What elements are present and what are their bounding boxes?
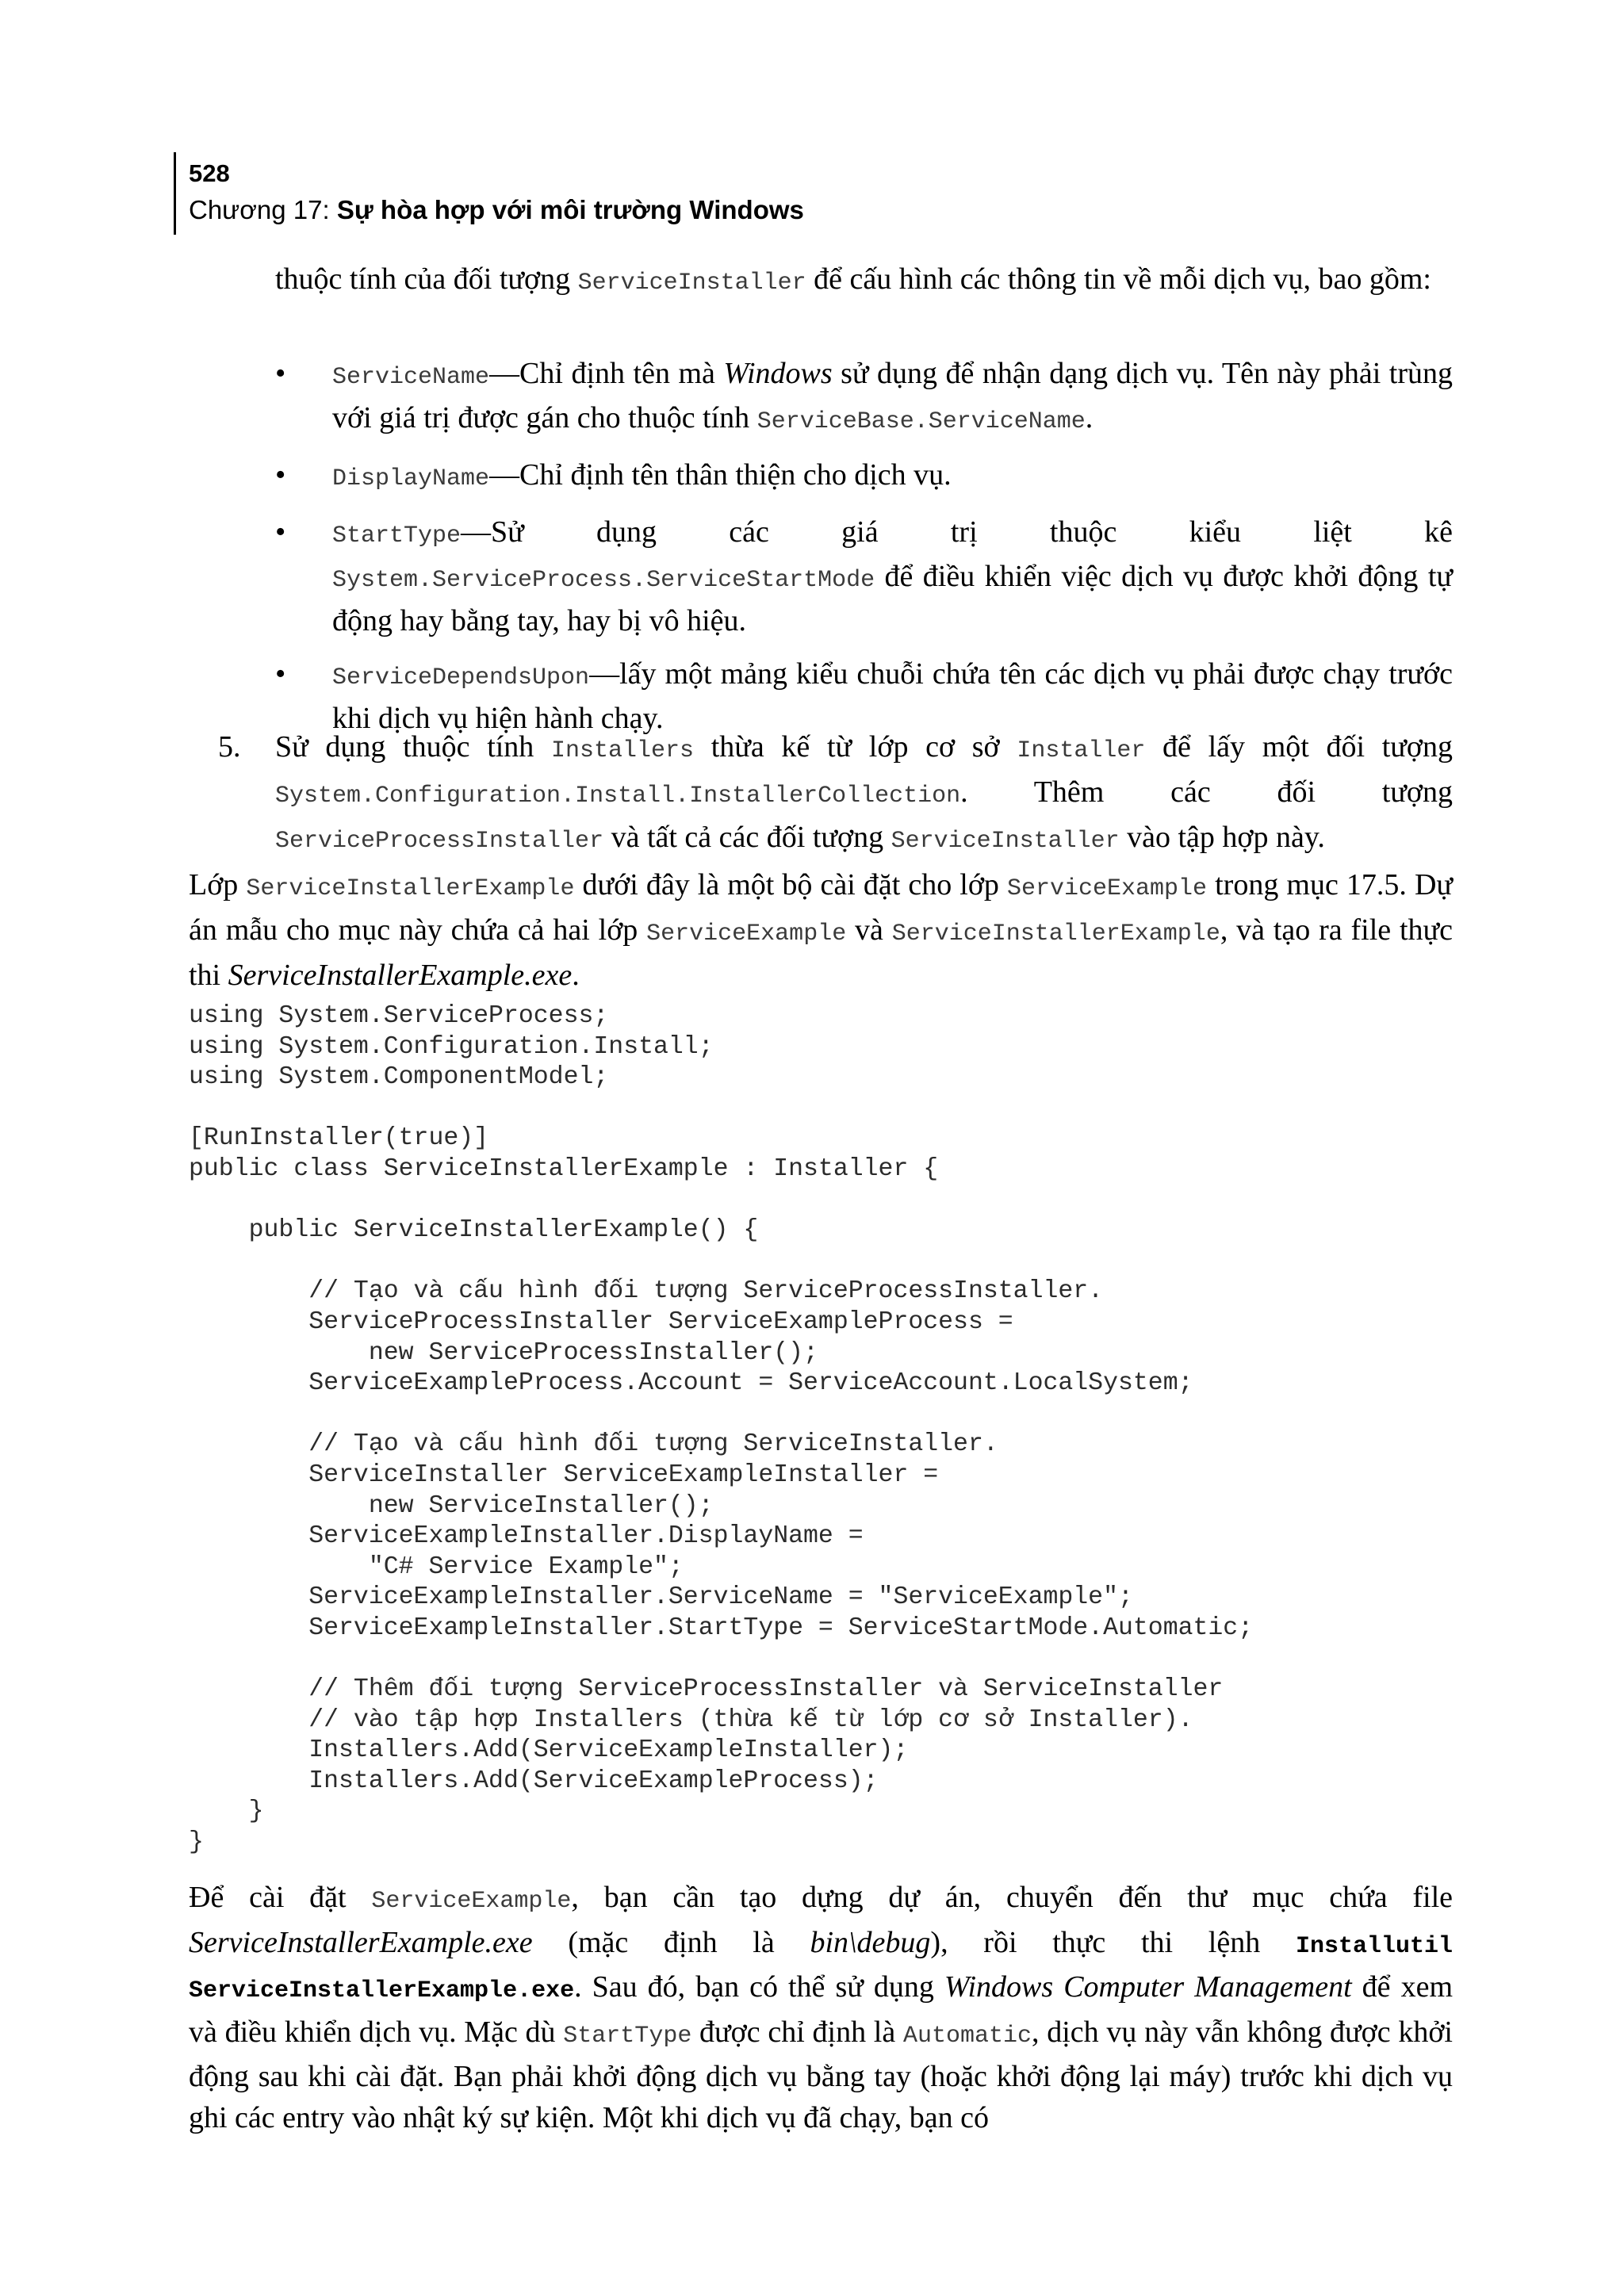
chapter-prefix: Chương 17: <box>189 195 337 224</box>
text: , bạn cần tạo dựng dự án, chuyển đến thư mục chứa file <box>571 1881 1453 1914</box>
text: (mặc định là <box>532 1925 810 1959</box>
text: để lấy một đối tượng <box>1145 730 1453 764</box>
text: —Chỉ định tên thân thiện cho dịch vụ. <box>489 458 952 492</box>
text: dưới đây là một bộ cài đặt cho lớp <box>574 868 1007 902</box>
text: vào tập hợp này. <box>1119 821 1325 854</box>
code-inline: ServiceInstaller <box>891 828 1120 855</box>
code-inline: DisplayName <box>332 465 490 492</box>
step-number: 5. <box>218 730 241 764</box>
page-number: 528 <box>189 159 230 187</box>
header-rule <box>174 152 176 235</box>
code-inline: Automatic <box>902 2022 1032 2050</box>
code-inline: ServiceName <box>332 364 490 391</box>
text: thừa kế từ lớp cơ sở <box>694 730 1017 764</box>
text: . Thêm các đối tượng <box>960 775 1453 809</box>
emphasis: bin\debug <box>810 1925 931 1959</box>
body-paragraph <box>189 1878 1453 2138</box>
text: ), rồi thực thi lệnh <box>930 1925 1296 1959</box>
code-inline: ServiceInstaller <box>577 270 806 297</box>
emphasis: Windows Computer Management <box>944 1970 1352 2004</box>
text: và <box>846 913 892 947</box>
text: Lớp <box>189 868 247 902</box>
emphasis: ServiceInstallerExample.exe <box>189 1925 533 1959</box>
code-inline: Installer <box>1017 737 1146 764</box>
code-inline: ServiceBase.ServiceName <box>756 408 1086 435</box>
text: , và tạo ra file thực thi <box>189 913 1453 992</box>
code-inline: Installers <box>551 737 695 764</box>
bullet-icon: • <box>275 458 286 492</box>
list-item <box>275 512 1453 641</box>
text: được chỉ định là <box>691 2015 903 2049</box>
text: sử dụng để nhận dạng dịch vụ. Tên này phải trùng với giá trị được gán cho thuộc tính <box>332 357 1453 434</box>
code-inline: ServiceInstallerExample <box>246 875 575 902</box>
code-inline: ServiceExample <box>646 921 847 947</box>
step-text <box>275 726 1453 862</box>
text: . <box>1085 401 1094 434</box>
text: Để cài đặt <box>189 1881 372 1914</box>
code-bold: Installutil ServiceInstallerExample.exe <box>189 1932 1453 2004</box>
intro-paragraph <box>275 258 1453 304</box>
text: để điều khiển việc dịch vụ được khởi động tự động hay bằng tay, hay bị vô hiệu. <box>332 560 1453 637</box>
list-item <box>275 455 1453 500</box>
numbered-step <box>218 726 1453 862</box>
code-inline: System.Configuration.Install.InstallerCollection <box>275 783 961 810</box>
text: thuộc tính của đối tượng <box>275 262 578 296</box>
code-inline: ServiceInstallerExample <box>891 921 1220 947</box>
code-inline: ServiceProcessInstaller <box>275 828 604 855</box>
code-inline: ServiceExample <box>1007 875 1208 902</box>
chapter-name: Sự hòa hợp với môi trường Windows <box>336 195 804 224</box>
text: và tất cả các đối tượng <box>603 821 891 854</box>
text: . Sau đó, bạn có thể sử dụng <box>574 1970 944 2004</box>
text: , dịch vụ này vẫn không được khởi động sau khi cài đặt. Bạn phải khởi động dịch vụ bằng tay (hoặc khởi động lại máy) trước khi dịch vụ ghi các entry vào nhật ký sự kiện. Một khi dịch vụ đã chạy, bạn có <box>189 2015 1453 2134</box>
list-item <box>275 354 1453 442</box>
text: để xem và điều khiển dịch vụ. Mặc dù <box>189 1970 1454 2049</box>
bullet-icon: • <box>275 357 286 390</box>
code-inline: StartType <box>332 523 462 549</box>
code-inline: StartType <box>563 2022 692 2050</box>
text: . <box>572 959 580 992</box>
page-header <box>189 155 804 228</box>
code-inline: ServiceExample <box>371 1888 572 1915</box>
text: để cấu hình các thông tin về mỗi dịch vụ, bao gồm: <box>806 262 1431 296</box>
code-inline: System.ServiceProcess.ServiceStartMode <box>332 567 875 594</box>
bullet-icon: • <box>275 657 286 691</box>
text: Sử dụng thuộc tính <box>275 730 551 764</box>
text: —Chỉ định tên mà <box>489 357 724 390</box>
text: —lấy một mảng kiểu chuỗi chứa tên các dịch vụ phải được chạy trước khi dịch vụ hiện hành chạy. <box>332 657 1453 735</box>
code-listing: using System.ServiceProcess; using System.Configuration.Install; using System.ComponentModel; [RunInstaller(true)] public class ServiceInstallerExample : Installer { public ServiceInstallerExample() { // Tạo và cấu hình đối tượng ServiceProcessInstaller. ServiceProcessInstaller ServiceExampleProcess = new ServiceProcessInstaller(); ServiceExampleProcess.Account = ServiceAccount.LocalSystem; // Tạo và cấu hình đối tượng ServiceInstaller. ServiceInstaller ServiceExampleInstaller = new ServiceInstaller(); ServiceExampleInstaller.DisplayName = "C# Service Example"; ServiceExampleInstaller.ServiceName = "ServiceExample"; ServiceExampleInstaller.StartType = ServiceStartMode.Automatic; // Thêm đối tượng ServiceProcessInstaller và ServiceInstaller // vào tập hợp Installers (thừa kế từ lớp cơ sở Installer). Installers.Add(ServiceExampleInstaller); Installers.Add(ServiceExampleProcess); } } <box>189 1002 1254 1857</box>
emphasis: Windows <box>723 357 833 390</box>
text: trong mục 17.5. Dự án mẫu cho mục này chứa cả hai lớp <box>189 868 1453 947</box>
bullet-icon: • <box>275 515 286 549</box>
body-paragraph <box>189 864 1453 996</box>
code-inline: ServiceDependsUpon <box>332 664 590 691</box>
emphasis: ServiceInstallerExample.exe <box>228 959 573 992</box>
bullet-list <box>275 354 1453 752</box>
text: —Sử dụng các giá trị thuộc kiểu liệt kê <box>461 515 1453 549</box>
chapter-title <box>189 192 804 228</box>
